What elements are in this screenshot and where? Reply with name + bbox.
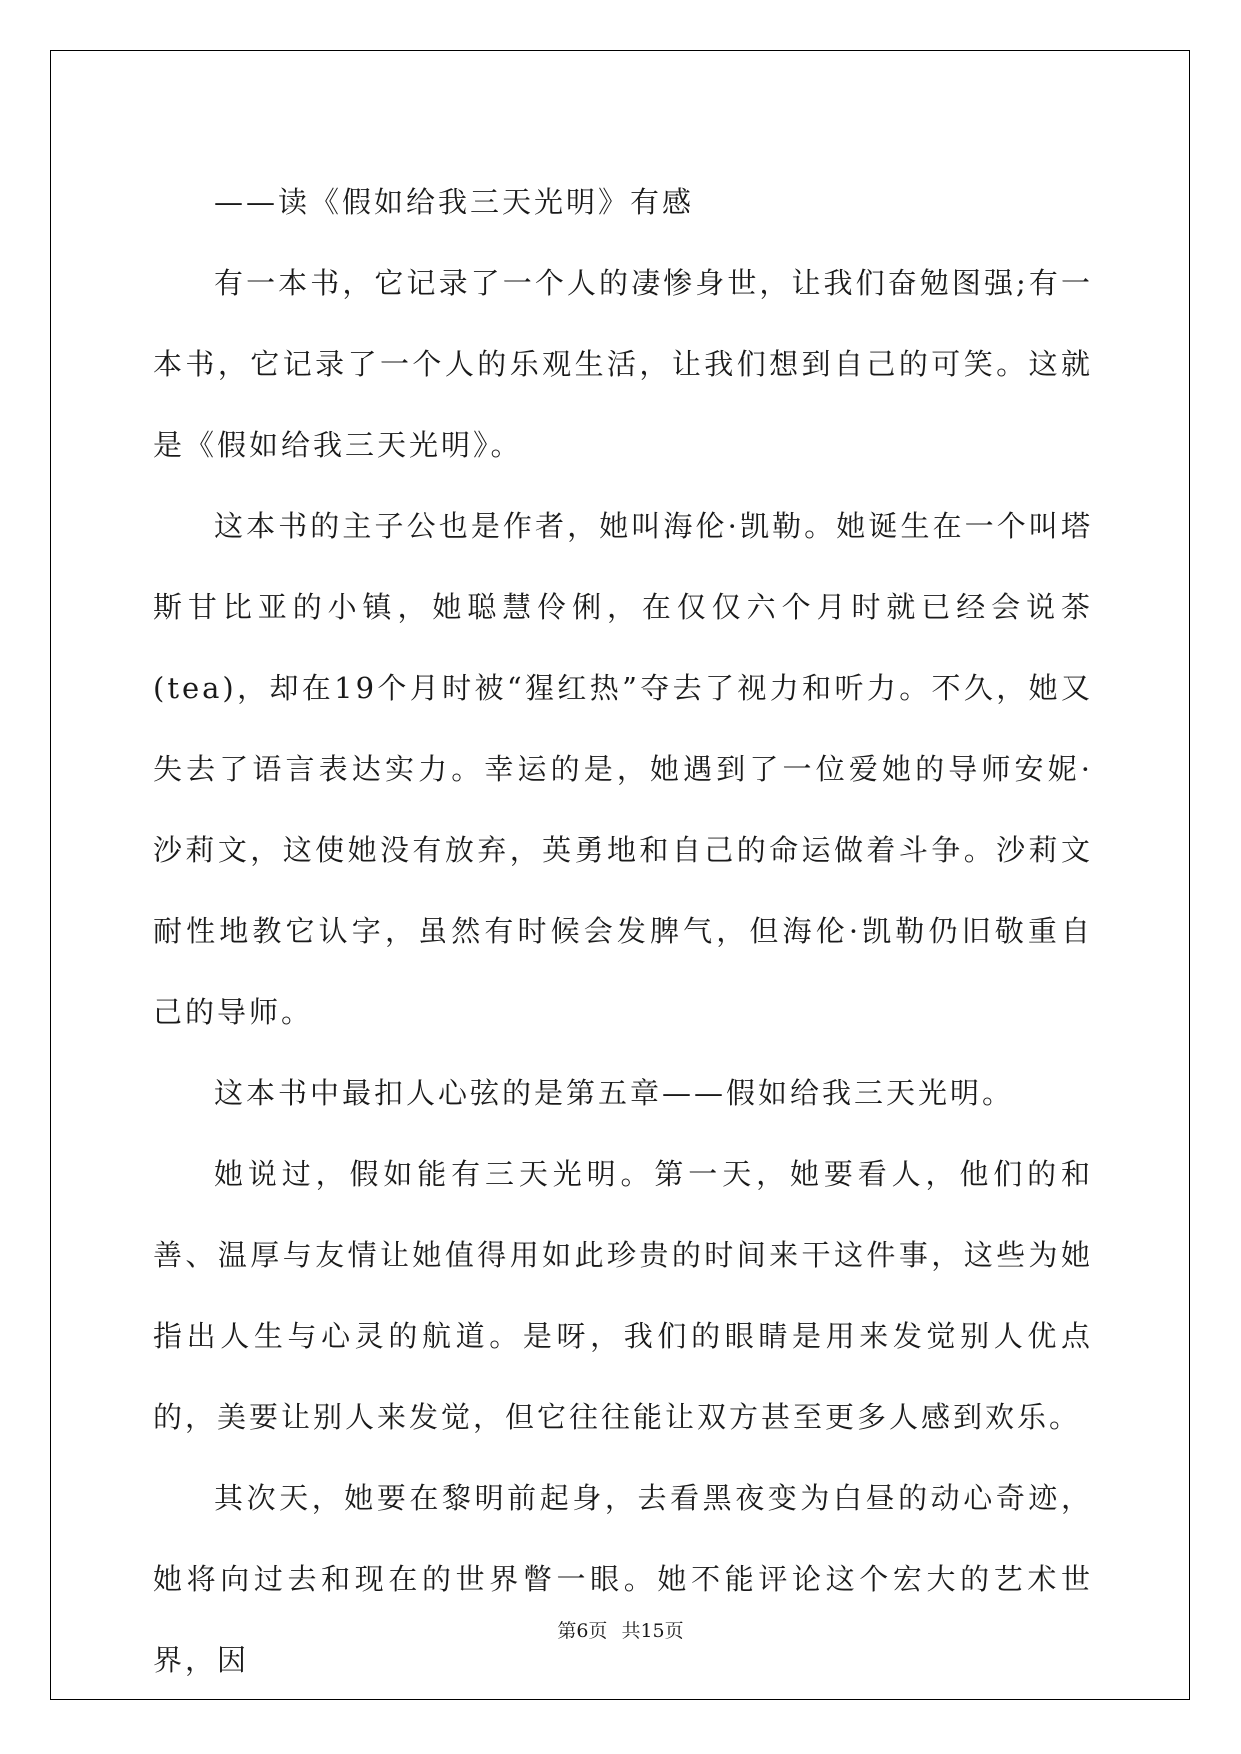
- document-body: [153, 162, 1093, 1701]
- paragraph: 这本书的主子公也是作者，她叫海伦·凯勒。她诞生在一个叫塔斯甘比亚的小镇，她聪慧伶俐，在仅仅六个月时就已经会说茶(tea)，却在19个月时被“猩红热”夺去了视力和听力。不久，她又失去了语言表达实力。幸运的是，她遇到了一位爱她的导师安妮·沙莉文，这使她没有放弃，英勇地和自己的命运做着斗争。沙莉文耐性地教它认字，虽然有时候会发脾气，但海伦·凯勒仍旧敬重自己的导师。: [153, 509, 1093, 1029]
- paragraph: 她说过，假如能有三天光明。第一天，她要看人，他们的和善、温厚与友情让她值得用如此珍贵的时间来干这件事，这些为她指出人生与心灵的航道。是呀，我们的眼睛是用来发觉别人优点的，美要让别人来发觉，但它往往能让双方甚至更多人感到欢乐。: [153, 1157, 1093, 1434]
- page-footer: [0, 1616, 1241, 1643]
- page-total: 共15页: [621, 1620, 684, 1642]
- paragraph: 这本书中最扣人心弦的是第五章——假如给我三天光明。: [214, 1076, 1015, 1110]
- paragraph: 有一本书，它记录了一个人的凄惨身世，让我们奋勉图强;有一本书，它记录了一个人的乐观生活，让我们想到自己的可笑。这就是《假如给我三天光明》。: [153, 266, 1093, 462]
- subtitle-line: ——读《假如给我三天光明》有感: [214, 185, 695, 219]
- paragraph: 其次天，她要在黎明前起身，去看黑夜变为白昼的动心奇迹，她将向过去和现在的世界瞥一眼。她不能评论这个宏大的艺术世界，因: [153, 1481, 1093, 1677]
- page-number: 第6页: [557, 1620, 608, 1642]
